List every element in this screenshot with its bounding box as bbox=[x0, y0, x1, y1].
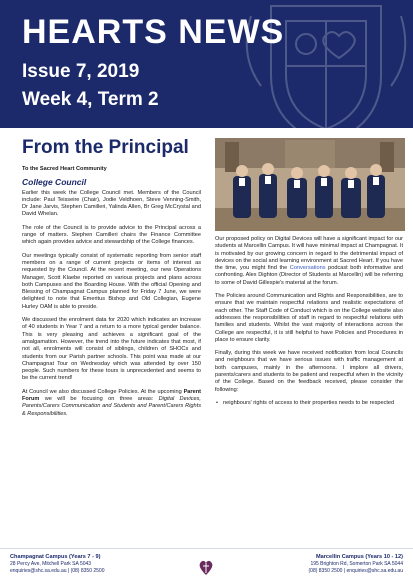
bullet-list bbox=[215, 400, 403, 407]
footer bbox=[0, 548, 413, 585]
section-heading: From the Principal bbox=[22, 137, 189, 158]
paragraph: The role of the Council is to provide advice to the Principal across a range of matters. Stephen Camilleri chairs the Finance Committee which again provides advice and stewardship of the College finances. bbox=[22, 224, 201, 246]
paragraph: The Policies around Communication and Rights and Responsibilities, are to ensure that we maintain respectful relations and realistic expectations of each other. The Staff Code of Conduct which is on the College website also addresses the responsibilities of staff in regard to respectful relations with families and students. Whilst the vast majority of interactions across the College are respectful, it is still helpful to have Policies and Procedures in place to ensure clarity. bbox=[215, 293, 403, 343]
parent-forum-text: Parent Forum bbox=[22, 388, 201, 403]
paragraph: Our proposed policy on Digital Devices will have a significant impact for our students at Marcellin Campus. It will have minimal impact at Champagnat. It is motivated by our growing concern in regard to the detrimental impact of devices on the social and learning environment at Sacred Heart. If you have the time, you might find the Conversations podcast both informative and confronting. Alex Dighton (Director of Students at Marcellin) will be referring to some of David Gillespie's material at the forum. bbox=[215, 236, 403, 286]
sacred-heart-logo-icon bbox=[196, 557, 216, 577]
paragraph: At Council we also discussed College Policies. At the upcoming Parent Forum we will be focusing on three areas: Digital Devices, Parents/Carers Communication and Students and Parent/Carers Rights & Responsibilities. bbox=[22, 388, 201, 417]
list-item: • neighbours' rights of access to their properties needs to be respected bbox=[215, 400, 403, 407]
newsletter-title: HEARTS NEWS bbox=[22, 13, 285, 51]
paragraph: We discussed the enrolment data for 2020 which indicates an increase of 40 students in Year 7 and a return to a more typical gender balance. This is very pleasing and achieves a significant goal of the amalgamation. However, the trend into the future indicates that most, if not all, enrolments will consist of siblings, children of SHOCs and students from our Parish partner schools. This point was made at our Champagnat Tour on Wednesday which was attended by over 150 people. Such numbers for these tours is unprecedented and seems to be the current trend! bbox=[22, 317, 201, 382]
students-group-photo-icon bbox=[215, 138, 405, 231]
conversations-podcast-link[interactable]: Conversations bbox=[289, 265, 326, 272]
term-week: Week 4, Term 2 bbox=[22, 89, 159, 110]
greeting: To the Sacred Heart Community bbox=[22, 166, 107, 172]
right-column bbox=[215, 236, 403, 411]
students-photo bbox=[215, 138, 405, 231]
issue-number: Issue 7, 2019 bbox=[22, 61, 140, 82]
footer-marcellin: Marcellin Campus (Years 10 - 12) 195 Brighton Rd, Somerton Park SA 5044 (08) 8350 2500 | enquiries@shc.sa.edu.au bbox=[308, 554, 403, 574]
left-column bbox=[22, 166, 201, 424]
header-banner bbox=[0, 0, 413, 128]
footer-contact-link[interactable]: (08) 8350 2500 | enquiries@shc.sa.edu.au bbox=[308, 568, 403, 574]
subheading-college-council: College Council bbox=[22, 177, 87, 188]
footer-contact-link[interactable]: enquiries@shc.sa.edu.au | (08) 8350 2500 bbox=[10, 568, 105, 574]
paragraph: Finally, during this week we have received notification from local Councils and neighbours that we have serious issues with traffic management at both campuses, mainly in the afternoons. I implore all drivers, parents/carers and students to be patient and respectful when in the vicinity of the College. Based on the feedback received, please consider the following: bbox=[215, 350, 403, 393]
paragraph: Earlier this week the College Council met. Members of the Council include: Paul Teisseire (Chair), Jodie Veldhoen, Steve Venning-Smith, Dr Jane Jarvis, Stephen Camilleri, Yalinda Allen, Br Greg McCrystal and David Whelan. bbox=[22, 189, 201, 218]
paragraph: Our meetings typically consist of systematic reporting from senior staff members on a range of current projects or items of interest as requested by the Council. At the recent meeting, our new Operations Manager, Scott Klaebe reported on various projects and plans across both Campuses and the Boarding House. With the official Opening and Blessing of Champagnat Campus planned for Friday 7 June, we were delighted to note that Emeritus Bishop and Old Collegian, Eugene Hurley OAM is able to preside. bbox=[22, 252, 201, 310]
footer-champagnat: Champagnat Campus (Years 7 - 9) 28 Percy Ave, Mitchell Park SA 5043 enquiries@shc.sa.edu.au | (08) 8350 2500 bbox=[10, 554, 105, 574]
